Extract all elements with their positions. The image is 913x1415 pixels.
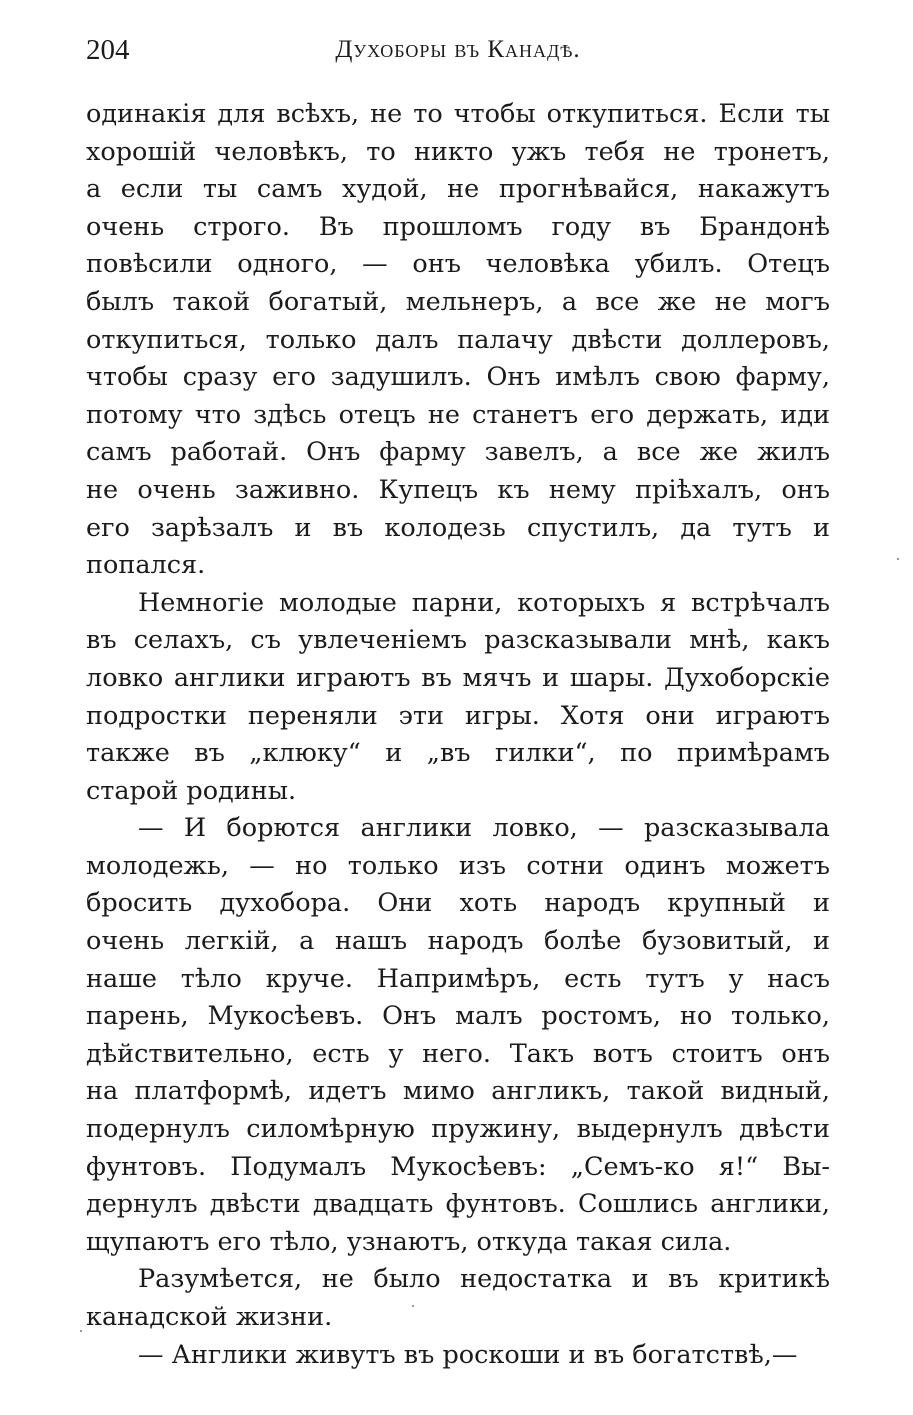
text-line: очень легкій, а нашъ народъ болѣе бузовитый, и: [86, 926, 830, 957]
text-line: подернулъ силомѣрную пружину, выдернулъ двѣсти: [86, 1114, 830, 1145]
text-line: очень строго. Въ прошломъ году въ Брандонѣ: [86, 211, 830, 242]
text-line: молодежь, — но только изъ сотни одинъ можетъ: [86, 850, 830, 881]
text-line: канадской жизни.: [86, 1302, 333, 1332]
text-line: фунтовъ. Подумалъ Мукосѣевъ: „Семъ-ко я!“ Вы-: [86, 1151, 830, 1182]
text-line: также въ „клюку“ и „въ гилки“, по примѣрамъ: [86, 738, 830, 769]
text-line: потому что здѣсь отецъ не станетъ его держать, иди: [86, 399, 830, 430]
text-line: подростки переняли эти игры. Хотя они играютъ: [86, 700, 830, 731]
text-line: въ селахъ, съ увлеченіемъ разсказывали мнѣ, какъ: [86, 625, 830, 656]
text-line: чтобы сразу его задушилъ. Онъ имѣлъ свою фарму,: [86, 362, 830, 393]
text-line: парень, Мукосѣевъ. Онъ малъ ростомъ, но только,: [86, 1001, 830, 1032]
text-line: не очень заживно. Купецъ къ нему пріѣхалъ, онъ: [86, 474, 830, 505]
paragraph: [86, 585, 830, 811]
text-line: откупиться, только далъ палачу двѣсти доллеровъ,: [86, 324, 830, 355]
text-line: дернулъ двѣсти двадцать фунтовъ. Сошлись англики,: [86, 1189, 830, 1220]
body-text: [86, 96, 830, 1374]
text-line: дѣйствительно, есть у него. Такъ вотъ стоитъ онъ: [86, 1038, 830, 1069]
text-line: самъ работай. Онъ фарму завелъ, а все же жилъ: [86, 437, 830, 468]
text-line: ловко англики играютъ въ мячъ и шары. Духоборскіе: [86, 662, 830, 693]
text-line: старой родины.: [86, 775, 297, 806]
text-line: наше тѣло круче. Напримѣръ, есть тутъ у насъ: [86, 963, 830, 994]
running-title: Духоборы въ Канадѣ.: [335, 36, 581, 63]
paragraph: [86, 96, 830, 585]
paragraph: [86, 1337, 830, 1375]
text-line: на платформѣ, идетъ мимо англикъ, такой видный,: [86, 1076, 830, 1107]
text-line: — Англики живутъ въ роскоши и въ богатствѣ,—: [138, 1339, 798, 1370]
text-line: его зарѣзалъ и въ колодезь спустилъ, да тутъ и: [86, 512, 830, 543]
paper-speck: [80, 1330, 82, 1332]
text-line: былъ такой богатый, мельнеръ, а все же не могъ: [86, 286, 830, 317]
text-line: Разумѣется, не было недостатка и въ критикѣ: [138, 1264, 830, 1295]
paper-speck: [897, 558, 899, 560]
text-line: — И борются англики ловко, — разсказывала: [138, 813, 830, 844]
paper-speck: [412, 1305, 414, 1307]
paragraph: [86, 1261, 830, 1336]
text-line: одинакія для всѣхъ, не то чтобы откупиться. Если ты: [86, 99, 830, 129]
text-line: попался.: [86, 550, 206, 581]
text-line: хорошій человѣкъ, то никто ужъ тебя не тронетъ,: [86, 136, 830, 167]
text-line: повѣсили одного, — онъ человѣка убилъ. Отецъ: [86, 249, 830, 280]
text-line: щупаютъ его тѣло, узнаютъ, откуда такая сила.: [86, 1226, 732, 1257]
text-line: а если ты самъ худой, не прогнѣвайся, накажутъ: [86, 174, 830, 205]
paragraph: [86, 810, 830, 1261]
page-number: 204: [86, 34, 130, 66]
text-line: Немногіе молодые парни, которыхъ я встрѣчалъ: [138, 587, 830, 618]
page-header: [86, 30, 830, 70]
text-line: бросить духобора. Они хоть народъ крупный и: [86, 888, 830, 919]
